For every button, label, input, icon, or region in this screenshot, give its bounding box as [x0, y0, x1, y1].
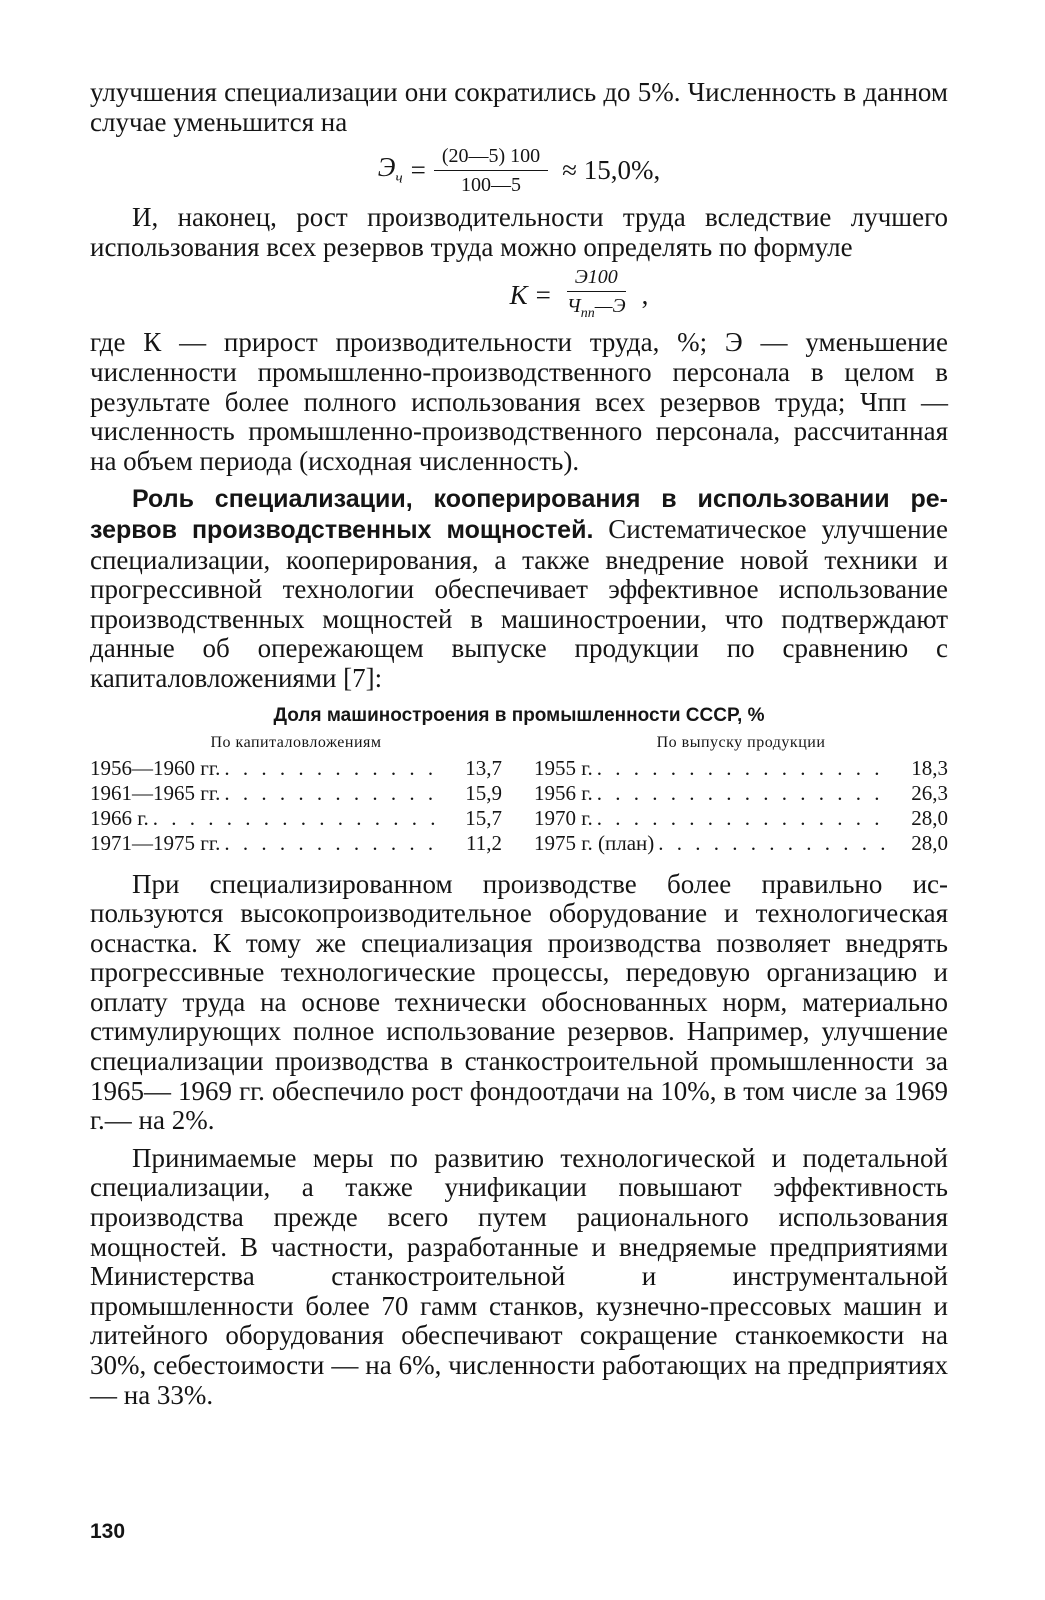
- formula-productivity-growth: [210, 262, 948, 328]
- table-row: 1971—1975 гг. . . . 11,2: [90, 831, 502, 856]
- paragraph-6: Принимаемые меры по развитию технологической и подетальной специализации, а также унификации повышают эффективность производства прежде всего путем рационального использования мощностей. В частности, разработанные и внедряемые предприятиями Министерства станкостроительной и инструментальной промышленности более 70 гамм станков, кузнечно-прессовых машин и литейного оборудования обеспечивают сокращение станкоемкости на 30%, себестоимости — на 6%, численности работающих на предприятиях — на 33%.: [90, 1142, 948, 1410]
- paragraph-2: И, наконец, рост производительности труда вследствие лучшего использования всех резервов труда можно определять по формуле: [90, 202, 948, 262]
- page-number: 130: [90, 1520, 126, 1543]
- page-body: [90, 78, 948, 1410]
- table-header-investment: По капиталовложениям: [210, 733, 382, 751]
- formula1-equals: =: [410, 154, 426, 185]
- table-row: 1955 г. . . . 18,3: [534, 756, 948, 781]
- formula-headcount-reduction: [90, 137, 948, 203]
- share-table: [90, 732, 948, 856]
- table-row: 1961—1965 гг. . . . 15,9: [90, 781, 502, 806]
- formula2-numerator: Э100: [567, 265, 626, 292]
- formula1-fraction: [434, 144, 548, 197]
- table-row: 1956—1960 гг. . . . 13,7: [90, 756, 502, 781]
- table-title: Доля машиностроения в промышленности СССР, %: [273, 704, 765, 726]
- table-column-output: [534, 732, 948, 856]
- table-row: 1966 г. . . . 15,7: [90, 806, 502, 831]
- formula1-result: ≈ 15,0%,: [562, 154, 661, 185]
- formula1-denominator: 100—5: [461, 173, 521, 196]
- formula2-equals: =: [535, 279, 551, 310]
- table-column-investment: [90, 732, 502, 856]
- paragraph-intro: улучшения специализации они сократились до 5%. Численность в данном случае уменьшится на: [90, 77, 948, 137]
- table-header-output: По выпуску продукции: [656, 733, 826, 751]
- formula2-comma: ,: [641, 279, 649, 310]
- section-heading: Роль специализации, кооперирования в использовании резервов производственных мощностей.: [90, 485, 948, 544]
- paragraph-3: где К — прирост производительности труда, %; Э — уменьшение численности промышленно-производственного персонала в целом в результате более полного использования всех резервов труда; Чпп — численность промышленно-производственного персонала, рассчитанная на объем периода (исходная численность).: [90, 327, 948, 476]
- table-row: 1956 г. . . . 26,3: [534, 781, 948, 806]
- paragraph-4: [90, 484, 948, 693]
- formula1-lhs: $Э_ч$: [377, 152, 403, 187]
- formula2-lhs: K: [509, 279, 528, 310]
- formula2-denominator: $Ч_{пп}—Э$: [566, 294, 626, 321]
- table-row: 1970 г. . . . 28,0: [534, 806, 948, 831]
- paragraph-4-text: Систематическое улучшение специализации, кооперирования, а также внедрение новой техники и прогрессивной технологии обеспечивает эффективное использование производственных мощностей в машиностроении, что подтверждают данные об опережающем выпуске продукции по сравнению с капиталовложениями [7]:: [90, 513, 948, 693]
- formula2-fraction: [559, 265, 634, 326]
- paragraph-5: При специализированном производстве более правильно используются высокопроизводительное оборудование и технологическая оснастка. К тому же специализация производства позволяет внедрять прогрессивные технологические процессы, передовую организацию и оплату труда на основе технически обоснованных норм, материально стимулирующих полное использование резервов. Например, улучшение специализации производства в станкостроительной промышленности за 1965— 1969 гг. обеспечило рост фондоотдачи на 10%, в том числе за 1969 г.— на 2%.: [90, 868, 948, 1136]
- formula1-numerator: (20—5) 100: [434, 144, 548, 171]
- table-row: 1975 г. (план) . . . 28,0: [534, 831, 948, 856]
